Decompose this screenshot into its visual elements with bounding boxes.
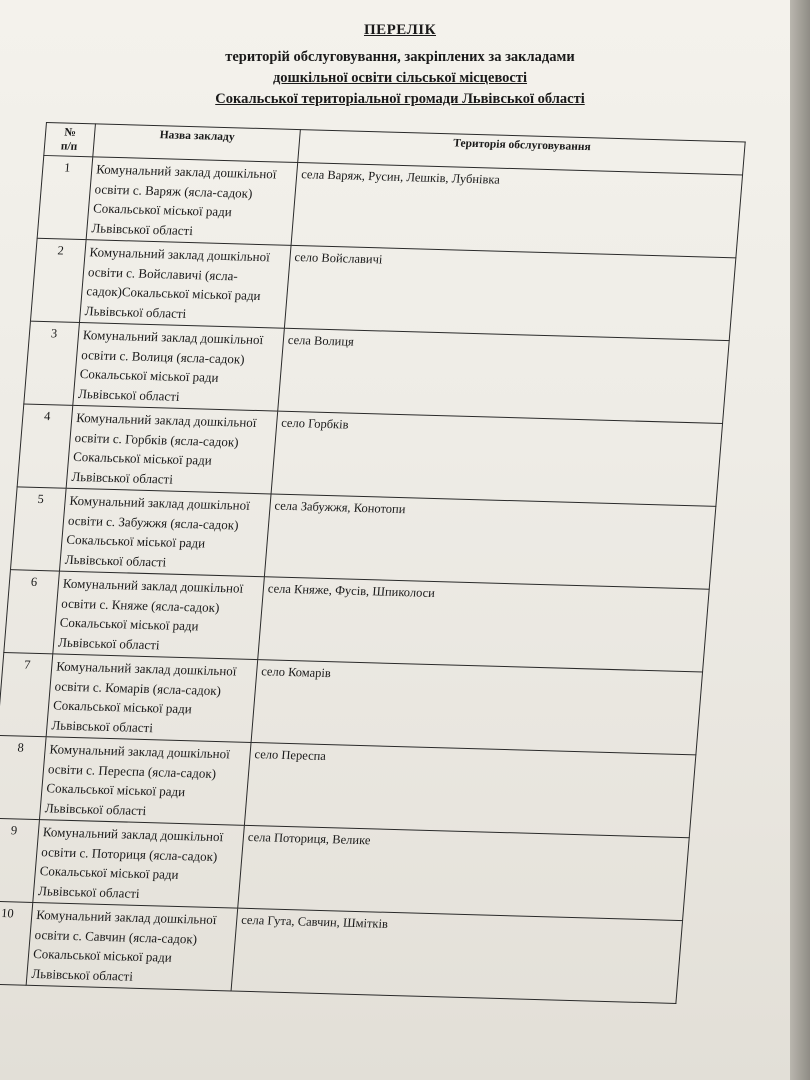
institution-name bbox=[66, 405, 278, 494]
header-territory: Територія обслуговування bbox=[298, 130, 745, 175]
institution-name-line: Сокальської міської ради bbox=[92, 200, 233, 220]
institution-name bbox=[73, 323, 285, 412]
row-number: 6 bbox=[4, 570, 60, 654]
institution-name-line: Комунальний заклад дошкільної bbox=[82, 327, 264, 348]
institution-name bbox=[59, 488, 271, 577]
row-number: 7 bbox=[0, 653, 53, 737]
institution-name-line: Сокальської міської ради bbox=[72, 448, 213, 468]
institution-name-line: освіти с. Переспа (ясла-садок) bbox=[47, 760, 217, 781]
row-number: 3 bbox=[24, 321, 80, 405]
institution-name-line: освіти с. Савчин (ясла-садок) bbox=[34, 926, 198, 947]
row-number: 9 bbox=[0, 818, 39, 902]
institution-name-line: Комунальний заклад дошкільної bbox=[69, 492, 251, 513]
institution-name-line: освіти с. Войславичі (ясла- bbox=[87, 263, 239, 283]
header-number-abbr: п/п bbox=[60, 140, 78, 153]
row-number: 8 bbox=[0, 735, 46, 819]
institution-name-line: Львівської області bbox=[57, 634, 161, 652]
institution-name-line: Сокальської міської ради bbox=[32, 945, 173, 965]
institution-name-line: Комунальний заклад дошкільної bbox=[55, 658, 238, 679]
institution-name bbox=[39, 737, 251, 826]
institution-name-line: освіти с. Комарів (ясла-садок) bbox=[54, 677, 222, 698]
document-subtitle bbox=[180, 47, 620, 110]
institution-name-line: Львівської області bbox=[77, 385, 181, 404]
service-territory: село Комарів bbox=[251, 660, 702, 755]
institution-name-line: Сокальської міської ради bbox=[39, 863, 180, 882]
kindergarten-territory-table bbox=[0, 122, 746, 1004]
table-body bbox=[0, 155, 743, 1003]
institution-name-line: Сокальської міської ради bbox=[52, 697, 193, 717]
subtitle-line: дошкільної освіти сільської місцевості bbox=[272, 70, 528, 86]
service-territory: села Варяж, Русин, Лешків, Лубнівка bbox=[291, 163, 742, 258]
institution-name-line: освіти с. Варяж (ясла-садок) bbox=[94, 180, 254, 201]
row-number: 10 bbox=[0, 901, 33, 985]
institution-name-line: Комунальний заклад дошкільної bbox=[95, 161, 278, 182]
institution-name bbox=[79, 240, 291, 329]
institution-name-line: Львівської області bbox=[37, 882, 141, 901]
background-edge bbox=[790, 0, 810, 1080]
institution-name bbox=[46, 654, 258, 743]
institution-name-line: Львівської області bbox=[91, 219, 194, 238]
document-header bbox=[180, 22, 620, 110]
institution-name-line: Львівської області bbox=[31, 965, 134, 984]
institution-name-line: садок)Сокальської міської ради bbox=[85, 283, 262, 304]
institution-name-line: Сокальської міської ради bbox=[79, 366, 220, 385]
institution-name bbox=[53, 571, 265, 660]
row-number: 4 bbox=[17, 404, 73, 488]
institution-name-line: Львівської області bbox=[64, 551, 167, 570]
institution-name bbox=[26, 902, 238, 991]
institution-name bbox=[33, 820, 245, 909]
institution-name-line: освіти с. Княже (ясла-садок) bbox=[60, 595, 221, 615]
institution-name-line: Сокальської міської ради bbox=[59, 614, 200, 634]
institution-name-line: Комунальний заклад дошкільної bbox=[62, 575, 244, 596]
row-number: 1 bbox=[37, 155, 93, 239]
institution-name-line: Комунальний заклад дошкільної bbox=[75, 409, 258, 430]
row-number: 5 bbox=[10, 487, 66, 571]
institution-name-line: Львівської області bbox=[84, 302, 187, 321]
institution-name-line: освіти с. Забужжя (ясла-садок) bbox=[67, 512, 240, 533]
institution-name-line: освіти с. Волиця (ясла-садок) bbox=[80, 346, 246, 367]
institution-name-line: Сокальської міської ради bbox=[65, 531, 206, 551]
institution-name-line: Комунальний заклад дошкільної bbox=[42, 824, 224, 845]
row-number: 2 bbox=[30, 238, 86, 322]
subtitle-line: Сокальської територіальної громади Львівської області bbox=[215, 91, 585, 107]
service-territory: село Войславичі bbox=[284, 245, 735, 340]
header-number bbox=[44, 123, 96, 157]
service-territory: села Волиця bbox=[278, 328, 729, 423]
service-territory: села Поториця, Велике bbox=[238, 825, 689, 920]
service-territory: села Гута, Савчин, Шмітків bbox=[231, 908, 682, 1003]
service-territory: село Переспа bbox=[244, 742, 695, 837]
institution-name-line: Львівської області bbox=[71, 468, 174, 487]
institution-name-line: освіти с. Поториця (ясла-садок) bbox=[40, 843, 218, 864]
header-name: Назва закладу bbox=[93, 124, 301, 163]
service-territory: села Забужжя, Конотопи bbox=[264, 494, 715, 589]
institution-name-line: освіти с. Горбків (ясла-садок) bbox=[74, 429, 240, 449]
institution-name-line: Комунальний заклад дошкільної bbox=[49, 741, 231, 762]
institution-name-line: Комунальний заклад дошкільної bbox=[35, 907, 218, 928]
service-territory: село Горбків bbox=[271, 411, 722, 506]
institution-name-line: Львівської області bbox=[44, 799, 147, 818]
subtitle-line: територій обслуговування, закріплених за закладами bbox=[225, 49, 575, 65]
institution-name bbox=[86, 157, 298, 246]
institution-name-line: Львівської області bbox=[51, 716, 154, 735]
institution-name-line: Сокальської міської ради bbox=[45, 780, 186, 800]
service-territory: села Княже, Фусів, Шпиколоси bbox=[258, 577, 709, 672]
document-title: ПЕРЕЛІК bbox=[363, 22, 437, 38]
institution-name-line: Комунальний заклад дошкільної bbox=[89, 244, 271, 265]
header-number-symbol: № bbox=[63, 126, 77, 139]
